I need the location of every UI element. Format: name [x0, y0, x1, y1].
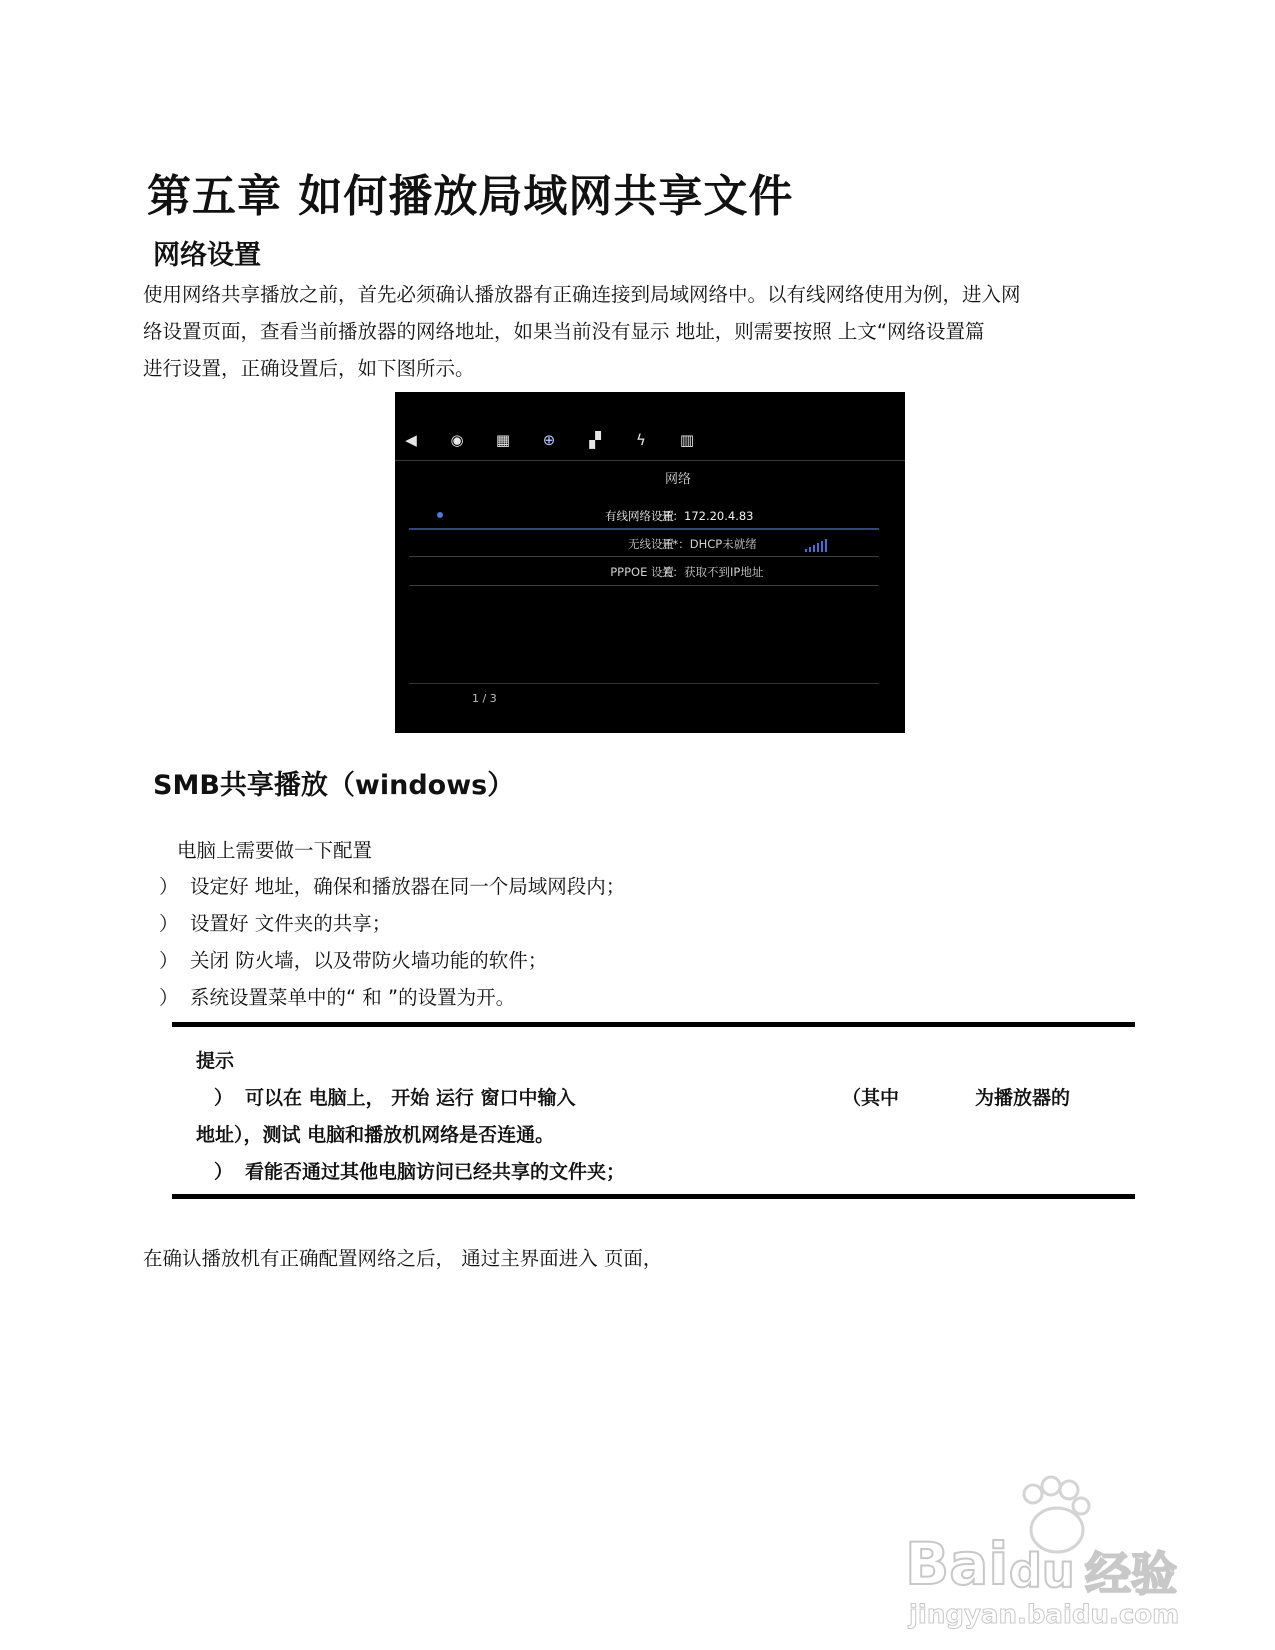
- baidu-watermark: [905, 1460, 1205, 1630]
- brand-cn: 经验: [1085, 1547, 1177, 1601]
- tip-line-2: 地址），测试 电脑和播放机网络是否连通。: [196, 1124, 555, 1146]
- list-item-2: 设置好 文件夹的共享；: [190, 912, 392, 935]
- paragraph-line-3: 进行设置，正确设置后，如下图所示。: [143, 357, 475, 380]
- tip-line-3: 看能否通过其他电脑访问已经共享的文件夹；: [245, 1161, 626, 1183]
- footer-divider: [409, 683, 879, 684]
- row-divider: [409, 556, 879, 557]
- list-mark: ）: [159, 875, 179, 898]
- list-mark: ）: [159, 986, 179, 1009]
- tip-label: 提示: [196, 1050, 235, 1072]
- smb-intro: 电脑上需要做一下配置: [177, 839, 373, 862]
- brand-en-2: du: [1009, 1544, 1075, 1598]
- menu-row-wired[interactable]: [409, 502, 879, 529]
- row-divider: [409, 585, 879, 586]
- box-icon: ▥: [679, 431, 695, 449]
- windows-icon: ▞: [589, 431, 601, 449]
- menu-row-pppoe[interactable]: [409, 558, 879, 585]
- paragraph-line-2: 络设置页面，查看当前播放器的网络地址，如果当前没有显示 地址，则需要按照 上文“网络设置篇: [143, 320, 985, 343]
- screen-title: 网络: [664, 472, 691, 487]
- flash-icon: ϟ: [636, 431, 646, 449]
- menu-row-label: 无线设置: [628, 537, 674, 551]
- signal-strength-icon: [805, 538, 831, 552]
- tip-mark: ）: [214, 1087, 234, 1109]
- paragraph-line-1: 使用网络共享播放之前，首先必须确认播放器有正确连接到局域网络中。以有线网络使用为例，进入网: [143, 283, 1021, 306]
- network-settings-screenshot: [395, 392, 905, 733]
- list-item-4: 系统设置菜单中的“ 和 ”的设置为开。: [190, 986, 516, 1009]
- clapper-icon: ▦: [495, 431, 511, 449]
- brand-en: Bai: [905, 1530, 1009, 1598]
- list-item-3: 关闭 防火墙，以及带防火墙功能的软件；: [190, 949, 548, 972]
- closing-paragraph: 在确认播放机有正确配置网络之后， 通过主界面进入 页面，: [143, 1247, 663, 1270]
- menu-row-value: 开*：DHCP未就绪: [661, 537, 757, 551]
- section-heading-smb: SMB共享播放（windows）: [153, 770, 515, 801]
- play-icon: ◉: [450, 431, 464, 449]
- chapter-title: 第五章 如何播放局域网共享文件: [147, 171, 794, 222]
- brand-site: jingyan.baidu.com: [909, 1600, 1180, 1630]
- tip-mark: ）: [214, 1161, 234, 1183]
- page-indicator: 1 / 3: [472, 692, 497, 705]
- tip-bottom-rule: [172, 1194, 1135, 1199]
- list-item-1: 设定好 地址，确保和播放器在同一个局域网段内；: [190, 875, 626, 898]
- menu-row-label: 有线网络设置: [605, 509, 674, 523]
- speaker-icon: ◀: [405, 431, 417, 449]
- list-mark: ）: [159, 949, 179, 972]
- menu-row-value: 开：172.20.4.83: [661, 509, 754, 523]
- menu-row-label: PPPOE 设置: [610, 565, 674, 579]
- network-globe-icon: ⊕: [542, 431, 556, 449]
- tip-line-1-right2: 为播放器的: [975, 1087, 1071, 1109]
- menu-row-value: 关：获取不到IP地址: [661, 565, 764, 579]
- icon-bar-divider: [395, 460, 905, 461]
- tip-line-1-right: （其中: [842, 1087, 900, 1109]
- tip-line-1: 可以在 电脑上， 开始 运行 窗口中输入: [245, 1087, 576, 1109]
- list-mark: ）: [159, 912, 179, 935]
- tip-top-rule: [172, 1022, 1135, 1027]
- section-heading-network: 网络设置: [153, 240, 261, 271]
